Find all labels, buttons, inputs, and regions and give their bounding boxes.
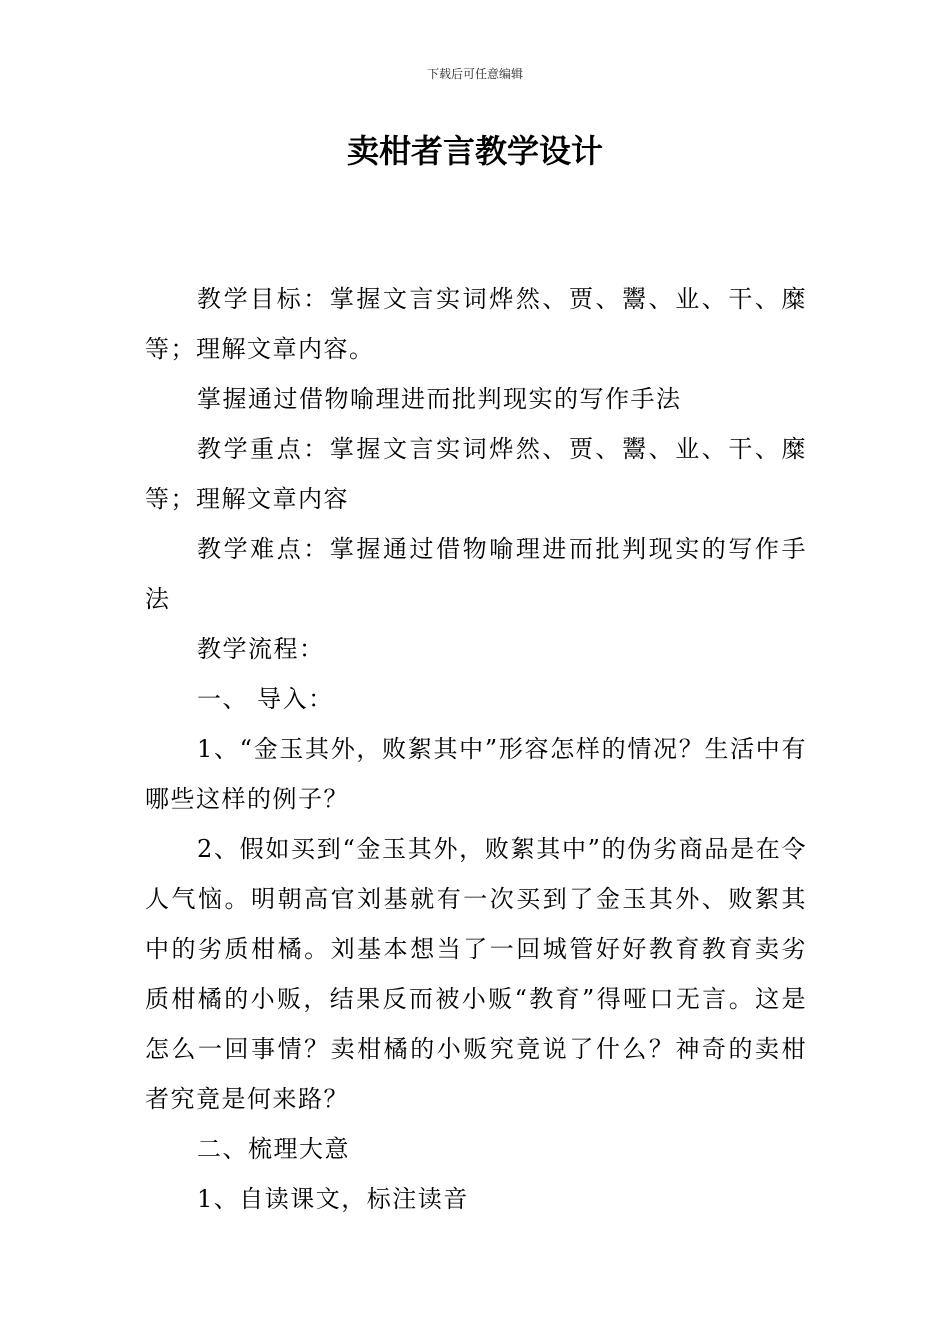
document-title: 卖柑者言教学设计 — [346, 132, 603, 170]
paragraph-question-1: 1、“金玉其外，败絮其中”形容怎样的情况？生活中有哪些这样的例子？ — [145, 735, 807, 813]
paragraph-teaching-goal: 教学目标：掌握文言实词烨然、贾、鬻、业、干、糜等；理解文章内容。 — [145, 285, 807, 363]
section-heading-introduction: 一、 导入： — [197, 685, 334, 713]
paragraph-key-points: 教学重点：掌握文言实词烨然、贾、鬻、业、干、糜等；理解文章内容 — [145, 435, 807, 513]
section-heading-summary: 二、梳理大意 — [197, 1135, 350, 1163]
paragraph-question-2: 2、假如买到“金玉其外，败絮其中”的伪劣商品是在令人气恼。明朝高官刘基就有一次买到了金玉其外、败絮其中的劣质柑橘。刘基本想当了一回城管好好教育教育卖劣质柑橘的小贩，结果反而被小贩“教育”得哑口无言。这是怎么一回事情？卖柑橘的小贩究竟说了什么？神奇的卖柑者究竟是何来路？ — [145, 835, 807, 1113]
paragraph-writing-method: 掌握通过借物喻理进而批判现实的写作手法 — [197, 385, 682, 413]
paragraph-process-heading: 教学流程： — [197, 635, 325, 663]
paragraph-self-reading: 1、自读课文，标注读音 — [197, 1185, 469, 1213]
paragraph-difficulties: 教学难点：掌握通过借物喻理进而批判现实的写作手法 — [145, 535, 807, 613]
document-body — [145, 274, 807, 1224]
header-note: 下载后可任意编辑 — [426, 67, 523, 81]
